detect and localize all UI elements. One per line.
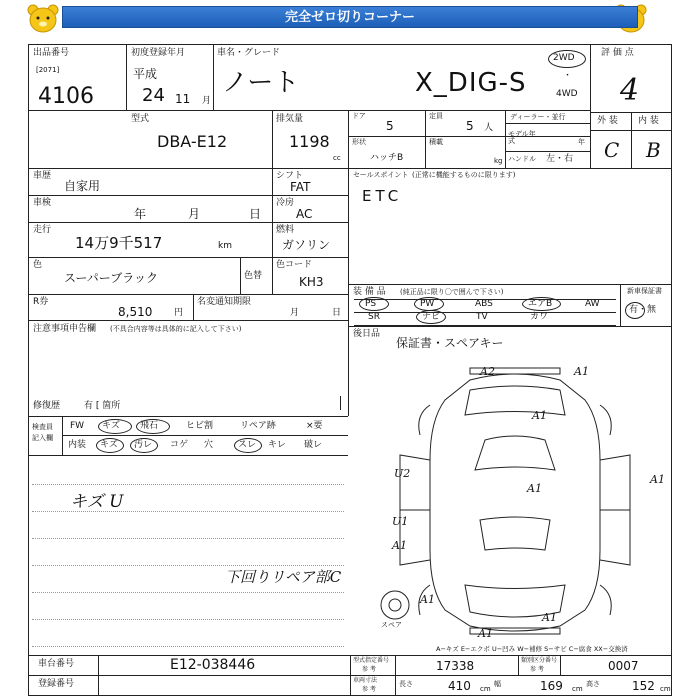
- color-code: KH3: [299, 275, 324, 289]
- width-label: 幅: [494, 680, 501, 688]
- inspection-item: FW: [70, 421, 85, 431]
- size-sub: 参 考: [362, 686, 376, 693]
- yen-unit: 円: [174, 308, 184, 318]
- warranty-yes-circle: [625, 302, 645, 319]
- inspection-item: キズ: [102, 421, 120, 431]
- equipment-sub: (純正品に限り〇で囲んで下さい): [400, 288, 504, 296]
- drive-separator: ・: [563, 71, 573, 81]
- month-unit: 月: [202, 96, 212, 106]
- handle: 左・右: [546, 154, 574, 164]
- capacity-label: 定員: [429, 112, 443, 120]
- ruled-line: [32, 538, 344, 539]
- inspection-year-unit: 年: [134, 207, 147, 221]
- inspection-circle: [234, 438, 262, 453]
- inspection-item: ヒビ割: [186, 421, 214, 431]
- history-label: 車歴: [33, 171, 52, 181]
- registration-year: 24: [142, 85, 165, 106]
- banner-title: 完全ゼロ切りコーナー: [62, 6, 638, 28]
- kg-unit: kg: [494, 157, 503, 165]
- score-label: 評 価 点: [601, 48, 634, 58]
- doors: 5: [386, 119, 394, 133]
- model-type-label: 型式: [131, 114, 150, 124]
- model-grade-label: 車名・グレード: [217, 48, 281, 58]
- ruled-line: [32, 619, 344, 620]
- equipment-item: PW: [420, 299, 435, 309]
- height-cm: cm: [660, 685, 671, 693]
- damage-mark: A1: [574, 365, 589, 378]
- equipment-item: エアB: [528, 299, 553, 309]
- km-unit: km: [218, 241, 232, 251]
- inspection-item: ×要: [306, 421, 323, 431]
- drive-2wd: 2WD: [553, 53, 575, 63]
- equipment-label: 装 備 品: [353, 287, 386, 297]
- color: スーパーブラック: [64, 271, 158, 285]
- registration-month: 11: [175, 92, 191, 106]
- lot-number: 4106: [38, 84, 94, 109]
- inspection-item: 穴: [204, 440, 214, 450]
- width-cm: cm: [572, 685, 583, 693]
- inspection-item: 破レ: [304, 440, 323, 450]
- inspection-circle: [96, 438, 124, 453]
- category-number: 0007: [608, 659, 639, 673]
- aircon-label: 冷房: [276, 198, 295, 208]
- length-cm: cm: [480, 685, 491, 693]
- sales-point-sub: (正常に機能するものに限ります): [412, 171, 516, 179]
- sales-point-label: セールスポイント: [353, 171, 409, 179]
- type-designation-sub: 参 考: [362, 666, 376, 673]
- spare-tire-label: スペア: [381, 621, 402, 629]
- inspection-item: リペア跡: [240, 421, 276, 431]
- inspection-item: コゲ: [170, 440, 189, 450]
- ruled-line: [32, 646, 344, 647]
- displacement: 1198: [289, 132, 330, 151]
- repair-history-value: 有 [ 箇所: [84, 401, 121, 411]
- exterior-label: 外 装: [597, 116, 618, 126]
- fuel-label: 燃料: [276, 225, 295, 235]
- handwritten-note-1: キズ U: [70, 492, 124, 512]
- era: 平成: [133, 67, 158, 81]
- damage-mark: U2: [394, 467, 411, 480]
- length-label: 長さ: [399, 680, 413, 688]
- handwritten-note-2: 下回りリペア部C: [225, 568, 342, 586]
- inspection-day-unit: 日: [249, 207, 262, 221]
- attachments-label: 後日品: [353, 329, 381, 339]
- equipment-item: ABS: [475, 299, 493, 309]
- score-value: 4: [620, 73, 640, 108]
- exterior-grade: C: [604, 138, 620, 162]
- shape: ハッチB: [370, 153, 404, 163]
- inspector-notes-label: 注意事項申告欄: [33, 324, 97, 334]
- deadline-month: 月: [290, 308, 300, 318]
- inspection-item: スレ: [238, 440, 257, 450]
- ruled-line: [32, 484, 344, 485]
- car-name: ノート: [222, 68, 300, 98]
- load-label: 積載: [429, 138, 443, 146]
- damage-mark: A1: [478, 627, 493, 640]
- damage-mark: A2: [480, 365, 495, 378]
- inspection-circle: [130, 438, 158, 453]
- damage-legend: A−キズ E−エクボ U−凹み W−補修 S−サビ C−腐食 XX−交換済: [436, 645, 628, 653]
- sales-point: ETC: [362, 187, 403, 205]
- equipment-rule: [354, 325, 616, 326]
- inspection-label: 車検: [33, 198, 52, 208]
- inspection-item: 飛石: [140, 421, 159, 431]
- interior-label: 内 装: [638, 116, 659, 126]
- grade: X_DIG-S: [415, 68, 527, 98]
- mileage: 14万9千517: [75, 234, 163, 252]
- drive-4wd: 4WD: [556, 89, 578, 99]
- shift-label: シフト: [276, 171, 304, 181]
- inspection-month-unit: 月: [188, 207, 201, 221]
- inspection-label: 検査員記入欄: [32, 423, 53, 442]
- dealer-label: ディーラー・並行: [510, 113, 566, 121]
- damage-mark: A1: [650, 473, 665, 486]
- equipment-item: ナビ: [422, 312, 441, 322]
- car-damage-diagram: [360, 360, 672, 642]
- interior-grade: B: [646, 138, 661, 162]
- recycle-amount: 8,510: [118, 305, 153, 319]
- height: 152: [632, 679, 655, 693]
- equipment-item: AW: [585, 299, 600, 309]
- color-change-label: 色替: [244, 271, 263, 281]
- fuel: ガソリン: [282, 238, 331, 252]
- ruled-line: [32, 565, 344, 566]
- damage-mark: A1: [527, 482, 542, 495]
- type-designation-label: 型式指定番号: [353, 657, 390, 664]
- capacity: 5: [466, 119, 474, 133]
- color-label: 色: [33, 260, 43, 270]
- aircon: AC: [296, 207, 313, 221]
- model-year-unit: 年: [578, 138, 585, 146]
- repair-history-label: 修復歴: [33, 401, 61, 411]
- equipment-item: SR: [368, 312, 380, 322]
- damage-mark: U1: [392, 515, 409, 528]
- inspection-item: キズ: [100, 440, 118, 450]
- door-label: ドア: [352, 112, 366, 120]
- person-unit: 人: [484, 123, 494, 133]
- shift: FAT: [290, 180, 311, 194]
- mileage-label: 走行: [33, 225, 52, 235]
- inspection-circle: [98, 419, 132, 434]
- handle-label: ハンドル: [508, 155, 536, 163]
- damage-mark: A1: [532, 409, 547, 422]
- equipment-item: TV: [476, 312, 488, 322]
- model-type: DBA-E12: [157, 132, 228, 151]
- chassis-number: E12-038446: [170, 657, 256, 673]
- category-sub: 参 考: [530, 666, 544, 673]
- equipment-item: カワ: [530, 312, 549, 322]
- title-deadline-label: 名変通知期限: [197, 297, 252, 307]
- inspection-item: 汚レ: [134, 440, 153, 450]
- recycle-label: R券: [33, 297, 49, 307]
- cc-unit: cc: [333, 154, 341, 162]
- bear-mascot-icon-left: [24, 3, 62, 35]
- damage-mark: A1: [542, 611, 557, 624]
- usage-type: 自家用: [64, 179, 101, 193]
- category-label: 類別区分番号: [521, 657, 558, 664]
- type-designation: 17338: [436, 659, 475, 673]
- equipment-item: PS: [365, 299, 377, 309]
- attachments: 保証書・スペアキー: [396, 336, 504, 350]
- shape-label: 形状: [352, 138, 366, 146]
- chassis-label: 車台番号: [38, 659, 75, 669]
- first-registration-label: 初度登録年月: [131, 48, 186, 58]
- inspector-notes-sub: (不具合内容等は具体的に記入して下さい): [110, 325, 242, 333]
- length: 410: [448, 679, 471, 693]
- damage-mark: A1: [392, 539, 407, 552]
- color-code-label: 色コード: [276, 260, 313, 270]
- lot-number-label: 出品番号: [33, 48, 70, 58]
- new-warranty: 有・無: [629, 305, 657, 315]
- equipment-rule: [354, 299, 616, 300]
- width: 169: [540, 679, 563, 693]
- inspection-circle: [136, 419, 170, 434]
- deadline-day: 日: [332, 308, 342, 318]
- damage-mark: A1: [420, 593, 435, 606]
- ruled-line: [32, 592, 344, 593]
- model-year-label: モデル年式: [508, 130, 536, 145]
- lot-code: [2071]: [36, 66, 60, 74]
- equipment-rule: [354, 312, 616, 313]
- displacement-label: 排気量: [276, 114, 304, 124]
- inspection-item: 内装: [68, 440, 87, 450]
- registration-label: 登録番号: [38, 679, 75, 689]
- size-label: 車両寸法: [353, 677, 378, 684]
- inspection-item: キレ: [268, 440, 286, 450]
- height-label: 高さ: [586, 680, 600, 688]
- new-warranty-label: 新車保証書: [627, 287, 662, 295]
